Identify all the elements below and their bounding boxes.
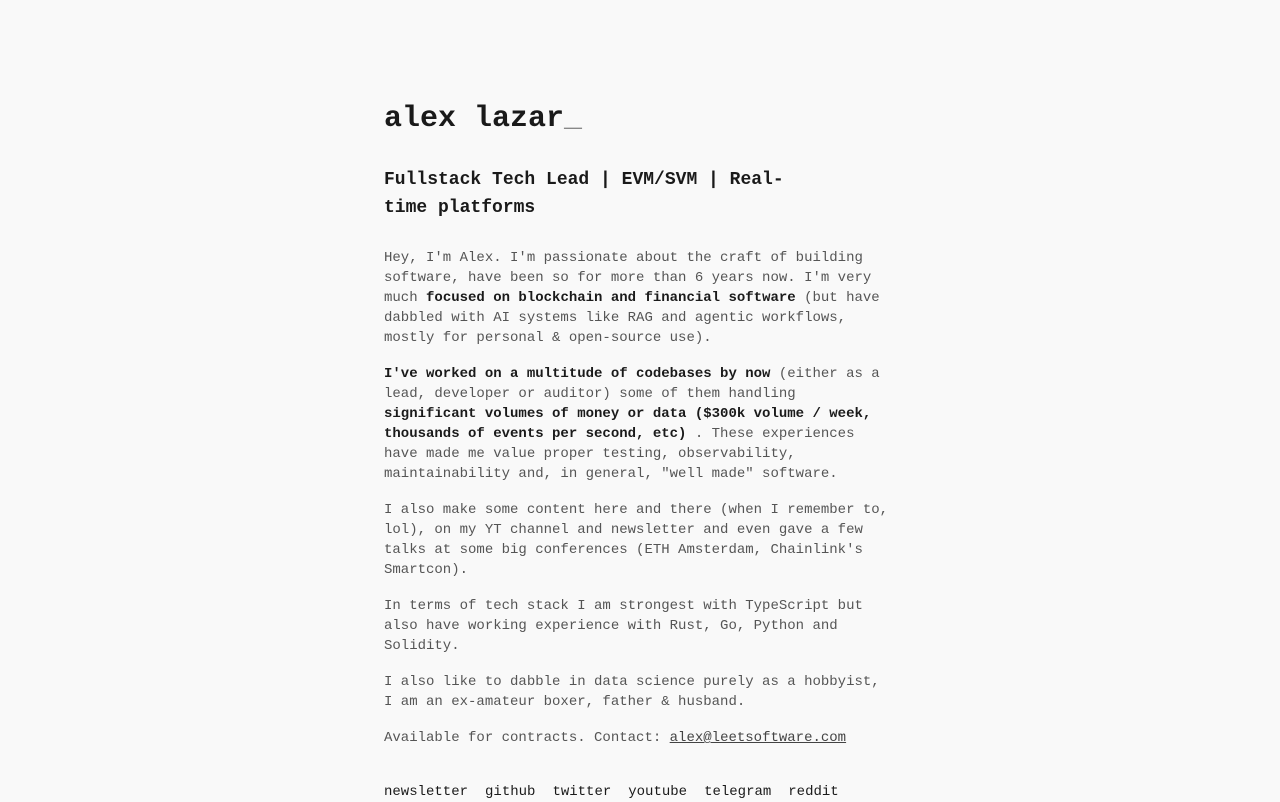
site-name: alex lazar [384, 102, 565, 136]
bio-paragraph-intro [384, 248, 896, 348]
bio-intro-text: Hey, I'm Alex. I'm passionate about the craft of building software, have been so for more than 6 years now. I'm very much [384, 250, 872, 306]
twitter-link[interactable]: twitter [552, 784, 612, 800]
bio-volume-highlight: significant volumes of money or data ($300k volume / week, thousands of events per second, etc) [384, 406, 872, 442]
contact-label: Available for contracts. Contact: [384, 730, 670, 746]
page-title [384, 95, 896, 143]
telegram-link[interactable]: telegram [704, 784, 772, 800]
bio-section [384, 248, 896, 748]
social-links [384, 782, 896, 802]
bio-paragraph-experience [384, 364, 896, 484]
bio-focus-highlight: focused on blockchain and financial software [426, 290, 796, 306]
reddit-link[interactable]: reddit [788, 784, 839, 800]
youtube-link[interactable]: youtube [628, 784, 688, 800]
main-content [384, 95, 896, 802]
contact-email-link[interactable]: alex@leetsoftware.com [669, 730, 847, 746]
bio-experience-text: (either as a lead, developer or auditor) some of them handling [384, 366, 880, 402]
bio-paragraph-hobbies: I also like to dabble in data science purely as a hobbyist, I am an ex-amateur boxer, father & husband. [384, 674, 880, 710]
bio-intro-tail: (but have dabbled with AI systems like RAG and agentic workflows, mostly for personal & open-source use). [384, 290, 880, 346]
bio-paragraph-contact [384, 728, 896, 748]
bio-experience-tail: . These experiences have made me value proper testing, observability, maintainability and, in general, "well made" software. [384, 426, 855, 482]
tagline: Fullstack Tech Lead | EVM/SVM | Real-time platforms [384, 170, 784, 218]
blinking-cursor: _ [564, 102, 583, 136]
github-link[interactable]: github [485, 784, 536, 800]
bio-paragraph-content: I also make some content here and there (when I remember to, lol), on my YT channel and newsletter and even gave a few talks at some big conferences (ETH Amsterdam, Chainlink's Smartcon). [384, 502, 889, 578]
bio-paragraph-stack: In terms of tech stack I am strongest with TypeScript but also have working experience with Rust, Go, Python and Solidity. [384, 598, 863, 654]
bio-codebases-highlight: I've worked on a multitude of codebases by now [384, 366, 771, 382]
newsletter-link[interactable]: newsletter [384, 784, 469, 800]
